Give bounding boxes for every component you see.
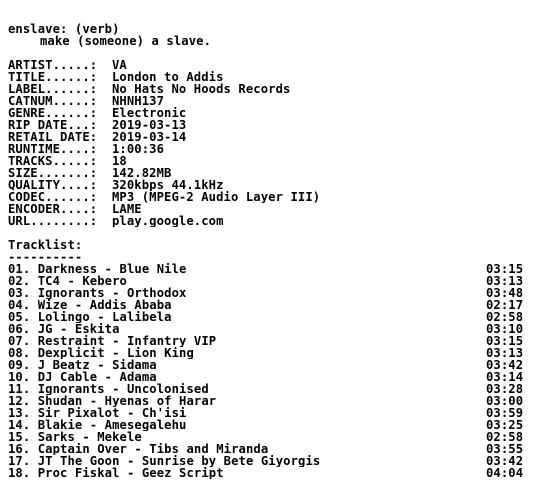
meta-key: CODEC......: [8,191,98,203]
track-row [8,407,528,419]
track-duration: 03:25 [486,419,524,431]
track-number: 05. [8,311,31,323]
track-row [8,431,528,443]
meta-key: TITLE......: [8,71,98,83]
track-number: 17. [8,455,31,467]
track-row [8,311,528,323]
meta-key: SIZE.......: [8,167,98,179]
release-info [8,59,528,227]
track-number: 16. [8,443,31,455]
spacer [8,227,528,239]
meta-value: 2019-03-13 [112,119,187,131]
meta-key: RUNTIME....: [8,143,98,155]
track-number: 02. [8,275,31,287]
meta-row-runtime [8,143,528,155]
track-duration: 04:04 [486,467,524,479]
meta-key: GENRE......: [8,107,98,119]
track-duration: 03:13 [486,275,524,287]
track-duration: 03:48 [486,287,524,299]
track-number: 03. [8,287,31,299]
track-row [8,395,528,407]
track-name: Restraint - Infantry VIP [37,335,217,347]
meta-value: NHNH137 [112,95,165,107]
track-number: 04. [8,299,31,311]
meta-row-tracks [8,155,528,167]
track-number: 11. [8,383,31,395]
track-name: DJ Cable - Adama [37,371,157,383]
meta-row-catnum [8,95,528,107]
track-row [8,347,528,359]
track-name: JT The Goon - Sunrise by Bete Giyorgis [37,455,321,467]
track-duration: 03:15 [486,263,524,275]
definition-line: make (someone) a slave. [40,35,212,47]
meta-row-genre [8,107,528,119]
track-name: Ignorants - Orthodox [37,287,187,299]
track-duration: 03:15 [486,335,524,347]
word-line: enslave: (verb) [8,23,120,35]
track-duration: 03:13 [486,347,524,359]
track-row [8,383,528,395]
track-name: Proc Fiskal - Geez Script [37,467,224,479]
track-name: Wize - Addis Ababa [37,299,172,311]
track-name: Sarks - Mekele [37,431,142,443]
meta-key: QUALITY....: [8,179,98,191]
track-duration: 03:00 [486,395,524,407]
track-number: 15. [8,431,31,443]
meta-row-codec [8,191,528,203]
track-duration: 03:55 [486,443,524,455]
track-name: Shudan - Hyenas of Harar [37,395,217,407]
track-duration: 02:17 [486,299,524,311]
meta-value: Electronic [112,107,187,119]
track-name: TC4 - Kebero [37,275,127,287]
tracklist [8,263,528,479]
track-row [8,263,528,275]
meta-key: ENCODER....: [8,203,98,215]
track-row [8,299,528,311]
meta-value: London to Addis [112,71,224,83]
meta-value: 142.82MB [112,167,172,179]
meta-row-size [8,167,528,179]
meta-row-encoder [8,203,528,215]
track-name: Darkness - Blue Nile [37,263,187,275]
meta-key: LABEL......: [8,83,98,95]
track-duration: 03:42 [486,455,524,467]
track-row [8,443,528,455]
tracklist-heading: Tracklist: [8,239,83,251]
track-number: 13. [8,407,31,419]
track-number: 18. [8,467,31,479]
track-row [8,359,528,371]
track-name: Blakie - Amesegalehu [37,419,187,431]
track-number: 08. [8,347,31,359]
meta-value: MP3 (MPEG-2 Audio Layer III) [112,191,321,203]
track-name: Lolingo - Lalibela [37,311,172,323]
meta-row-label [8,83,528,95]
track-row [8,455,528,467]
meta-value: 2019-03-14 [112,131,187,143]
meta-key: RIP DATE...: [8,119,98,131]
track-number: 09. [8,359,31,371]
meta-key: URL........: [8,215,98,227]
track-number: 07. [8,335,31,347]
track-row [8,275,528,287]
meta-value: LAME [112,203,142,215]
track-number: 01. [8,263,31,275]
track-row [8,467,528,479]
track-duration: 03:59 [486,407,524,419]
meta-row-artist [8,59,528,71]
meta-row-title [8,71,528,83]
track-duration: 03:14 [486,371,524,383]
track-number: 12. [8,395,31,407]
meta-value: No Hats No Hoods Records [112,83,291,95]
meta-value: 1:00:36 [112,143,165,155]
track-number: 14. [8,419,31,431]
track-duration: 02:58 [486,431,524,443]
meta-key: TRACKS.....: [8,155,98,167]
track-duration: 03:42 [486,359,524,371]
track-duration: 03:28 [486,383,524,395]
track-name: JG - Eskita [37,323,120,335]
track-row [8,419,528,431]
track-row [8,335,528,347]
track-row [8,371,528,383]
track-number: 06. [8,323,31,335]
track-name: Sir Pixalot - Ch'isi [37,407,187,419]
track-name: Dexplicit - Lion King [37,347,194,359]
spacer [8,47,528,59]
meta-row-retail-date [8,131,528,143]
meta-value: play.google.com [112,215,224,227]
track-row [8,323,528,335]
track-name: Captain Over - Tibs and Miranda [37,443,269,455]
track-name: Ignorants - Uncolonised [37,383,209,395]
track-duration: 03:10 [486,323,524,335]
meta-row-rip-date [8,119,528,131]
track-duration: 02:58 [486,311,524,323]
tracklist-divider: ---------- [8,251,83,263]
meta-row-quality [8,179,528,191]
meta-key: ARTIST.....: [8,59,98,71]
meta-row-url [8,215,528,227]
track-name: J Beatz - Sidama [37,359,157,371]
meta-value: VA [112,59,127,71]
nfo-document [8,23,528,479]
meta-key: CATNUM.....: [8,95,98,107]
track-number: 10. [8,371,31,383]
meta-value: 18 [112,155,127,167]
track-row [8,287,528,299]
meta-value: 320kbps 44.1kHz [112,179,224,191]
meta-key: RETAIL DATE: [8,131,98,143]
